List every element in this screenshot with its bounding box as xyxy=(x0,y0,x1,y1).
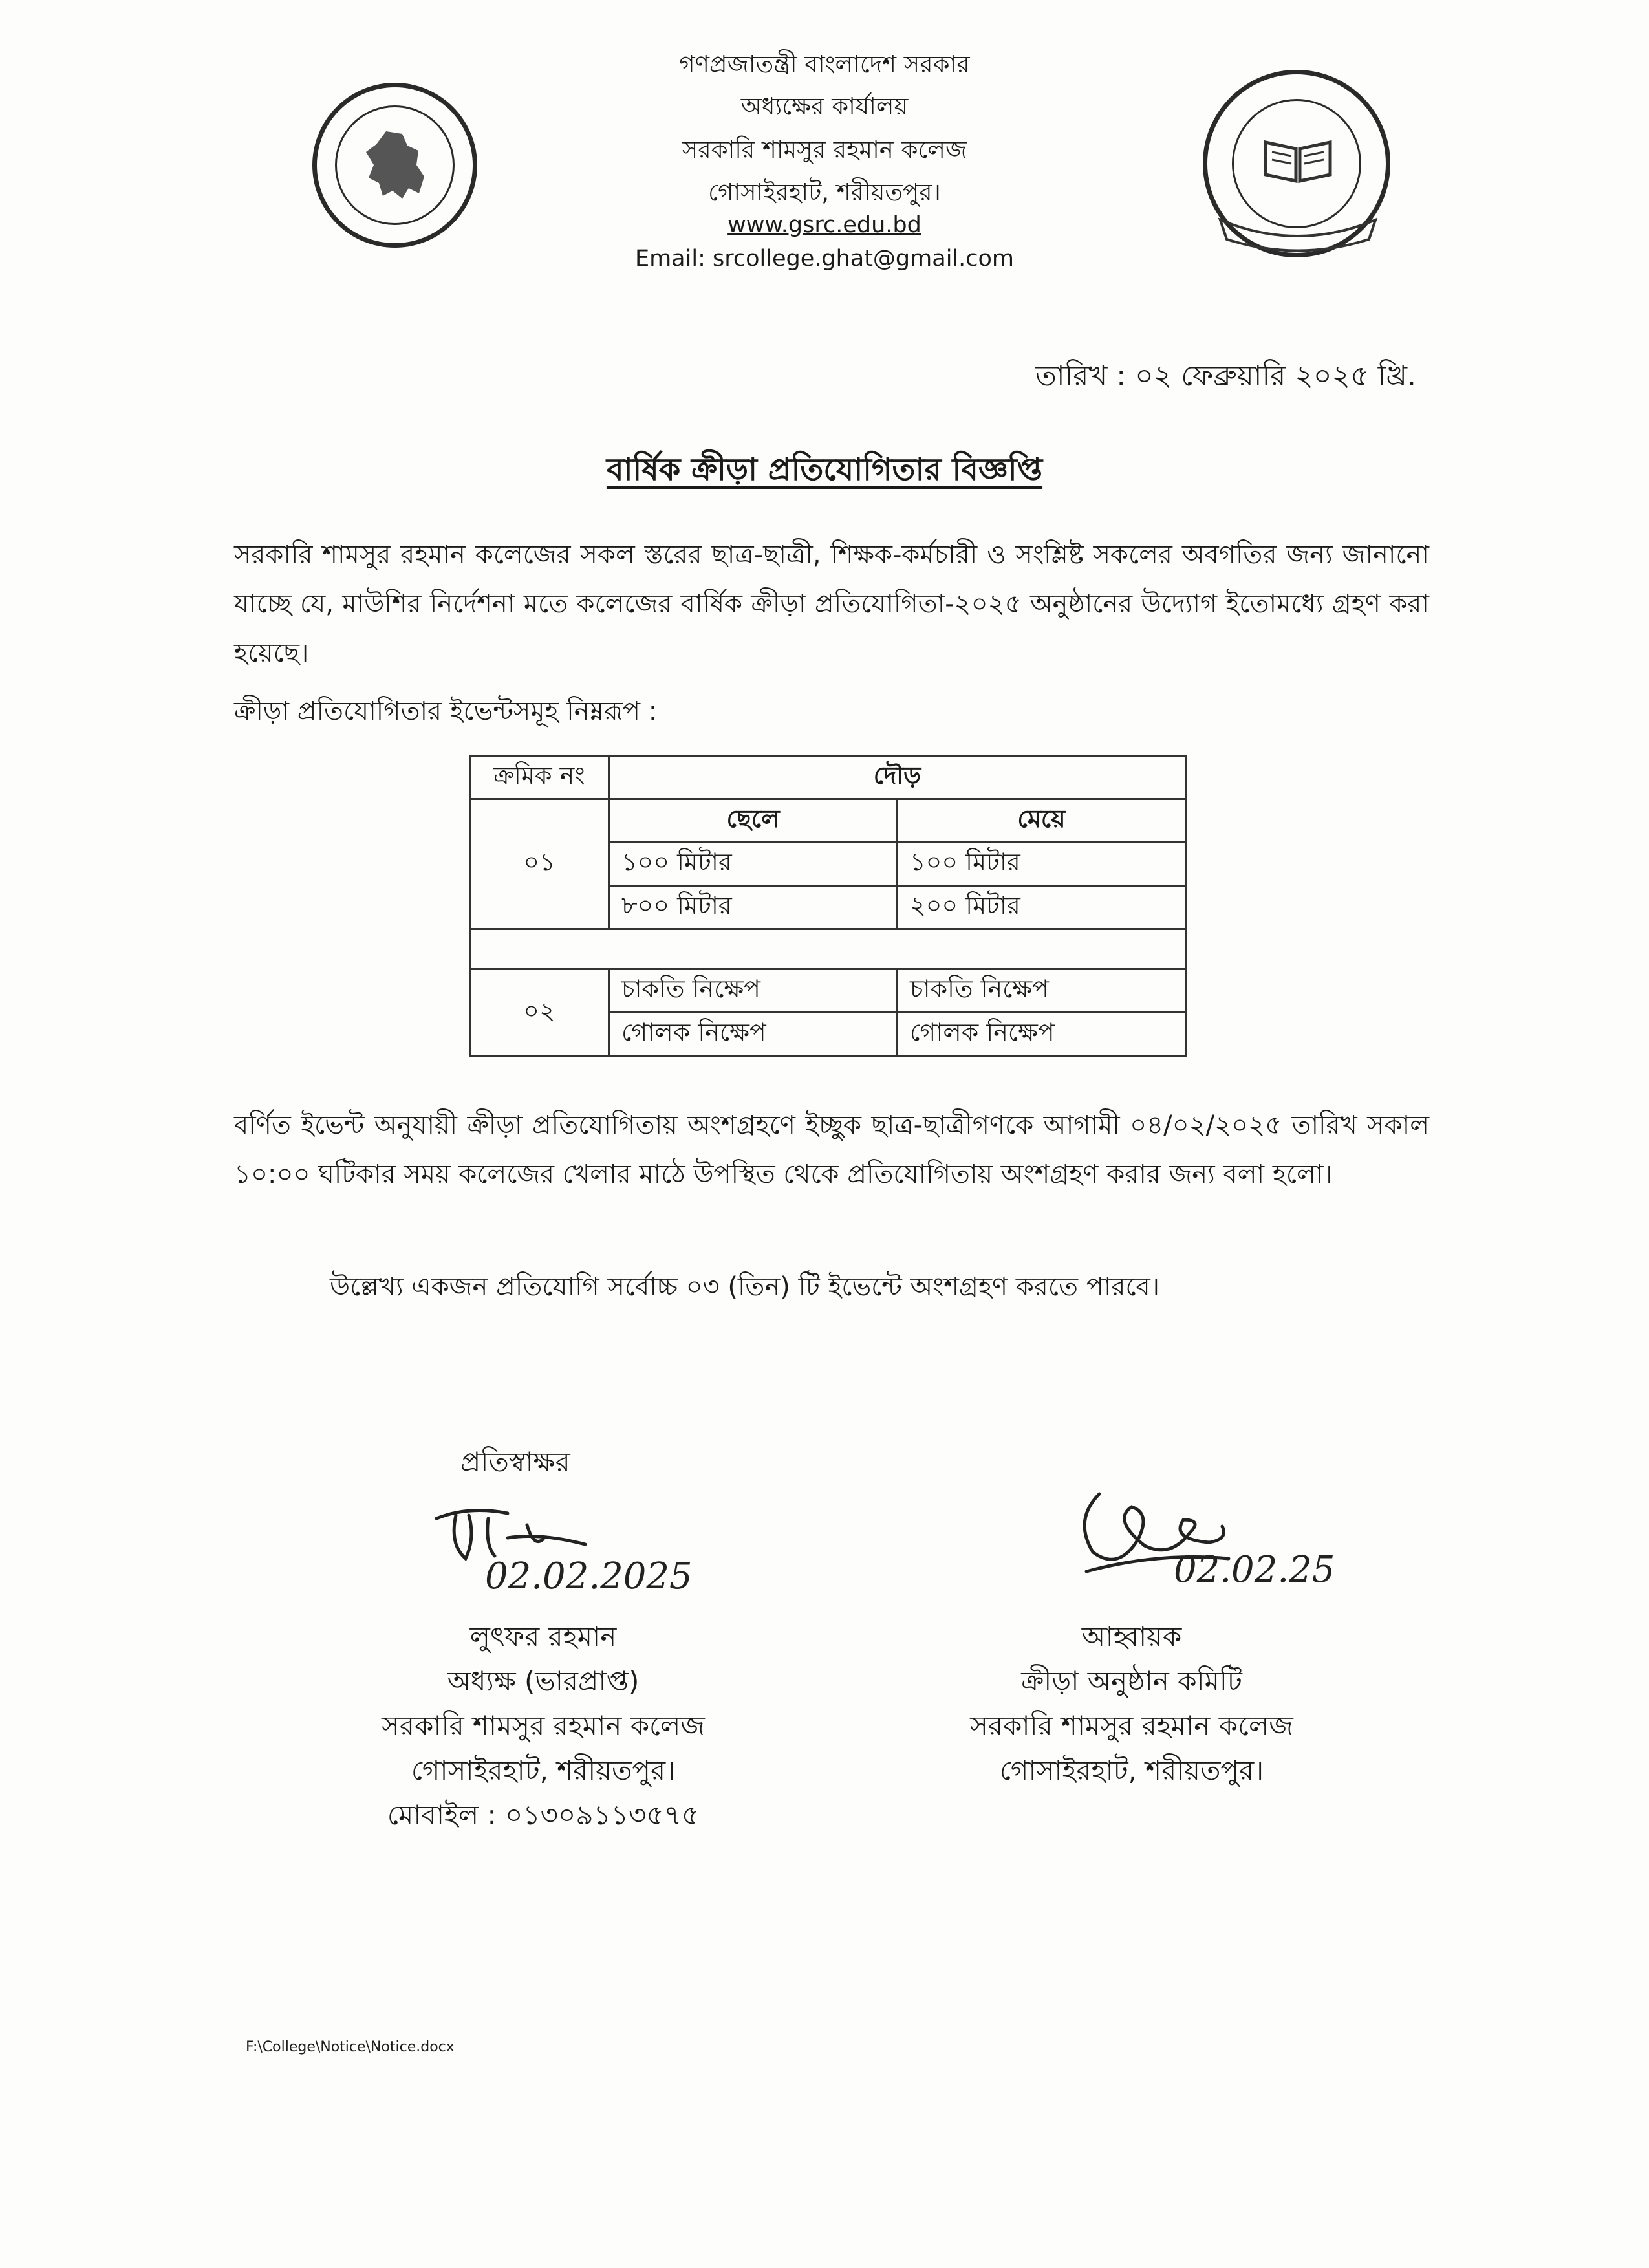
principal-designation: অধ্যক্ষ (ভারপ্রাপ্ত) xyxy=(447,1665,640,1697)
note-line: উল্লেখ্য একজন প্রতিযোগি সর্বোচ্চ ০৩ (তিন) টি ইভেন্টে অংশগ্রহণ করতে পারবে। xyxy=(330,1272,1160,1302)
college-seal-logo xyxy=(1203,70,1390,257)
girls-header: মেয়ে xyxy=(898,799,1186,843)
girls-event: ২০০ মিটার xyxy=(898,886,1186,929)
convener-committee: ক্রীড়া অনুষ্ঠান কমিটি xyxy=(1021,1665,1242,1697)
principal-address: গোসাইরহাট, শরীয়তপুর। xyxy=(411,1755,676,1786)
boys-event: ৮০০ মিটার xyxy=(609,886,898,929)
principal-college: সরকারি শামসুর রহমান কলেজ xyxy=(382,1710,705,1742)
table-row xyxy=(470,969,1186,1013)
serial-cell-2: ০২ xyxy=(470,969,609,1056)
girls-event: চাকতি নিক্ষেপ xyxy=(898,969,1186,1013)
girls-event: গোলক নিক্ষেপ xyxy=(898,1013,1186,1056)
notice-title: বার্ষিক ক্রীড়া প্রতিযোগিতার বিজ্ঞপ্তি xyxy=(606,451,1043,488)
header-line-college: সরকারি শামসুর রহমান কলেজ xyxy=(682,136,967,164)
boys-header: ছেলে xyxy=(609,799,898,843)
boys-event: গোলক নিক্ষেপ xyxy=(609,1013,898,1056)
principal-mobile: মোবাইল : ০১৩০৯১১৩৫৭৫ xyxy=(387,1799,700,1831)
boys-event: চাকতি নিক্ষেপ xyxy=(609,969,898,1013)
convener-address: গোসাইরহাট, শরীয়তপুর। xyxy=(999,1755,1264,1786)
principal-handwritten-date: 02.02.2025 xyxy=(485,1555,693,1597)
convener-title: আহ্বায়ক xyxy=(1081,1621,1182,1652)
principal-name: লুৎফর রহমান xyxy=(469,1621,617,1652)
header-line-office: অধ্যক্ষের কার্যালয় xyxy=(740,92,909,120)
intro-paragraph: সরকারি শামসুর রহমান কলেজের সকল স্তরের ছাত্র-ছাত্রী, শিক্ষক-কর্মচারী ও সংশ্লিষ্ট সকলের অবগতির জন্য জানানো যাচ্ছে যে, মাউশির নির্দেশনা মতে কলেজের বার্ষিক ক্রীড়া প্রতিযোগিতা-২০২৫ অনুষ্ঠানের উদ্যোগ ইতোমধ্যে গ্রহণ করা হয়েছে। xyxy=(234,540,1429,668)
open-book-icon xyxy=(1262,133,1333,184)
convener-handwritten-date: 02.02.25 xyxy=(1174,1549,1335,1591)
events-intro: ক্রীড়া প্রতিযোগিতার ইভেন্টসমূহ নিম্নরূপ : xyxy=(234,697,658,726)
footer-file-path: F:\College\Notice\Notice.docx xyxy=(246,2039,455,2055)
header-line-address: গোসাইরহাট, শরীয়তপুর। xyxy=(708,178,941,206)
bangladesh-map-icon xyxy=(357,126,435,204)
ribbon-banner xyxy=(1217,213,1379,252)
serial-cell-1: ০১ xyxy=(470,799,609,929)
instruction-paragraph: বর্ণিত ইভেন্ট অনুযায়ী ক্রীড়া প্রতিযোগিতায় অংশগ্রহণে ইচ্ছুক ছাত্র-ছাত্রীগণকে আগামী ০৪/০২/২০২৫ তারিখ সকাল ১০:০০ ঘটিকার সময় কলেজের খেলার মাঠে উপস্থিত থেকে প্রতিযোগিতায় অংশগ্রহণ করার জন্য বলা হলো। xyxy=(234,1110,1429,1189)
principal-signature-block xyxy=(285,1614,802,1837)
notice-date: তারিখ : ০২ ফেব্রুয়ারি ২০২৫ খ্রি. xyxy=(1035,360,1416,393)
convener-college: সরকারি শামসুর রহমান কলেজ xyxy=(970,1710,1293,1742)
boys-event: ১০০ মিটার xyxy=(609,843,898,886)
race-header: দৌড় xyxy=(609,756,1186,799)
header-line-government: গণপ্রজাতন্ত্রী বাংলাদেশ সরকার xyxy=(679,50,970,78)
website-link[interactable]: www.gsrc.edu.bd xyxy=(727,212,921,238)
table-spacer-row xyxy=(470,929,1186,969)
countersign-label: প্রতিস্বাক্ষর xyxy=(460,1446,570,1478)
serial-header: ক্রমিক নং xyxy=(470,756,609,799)
girls-event: ১০০ মিটার xyxy=(898,843,1186,886)
events-table xyxy=(469,755,1187,1057)
convener-signature-block xyxy=(905,1614,1358,1793)
email-line: Email: srcollege.ghat@gmail.com xyxy=(634,246,1015,272)
